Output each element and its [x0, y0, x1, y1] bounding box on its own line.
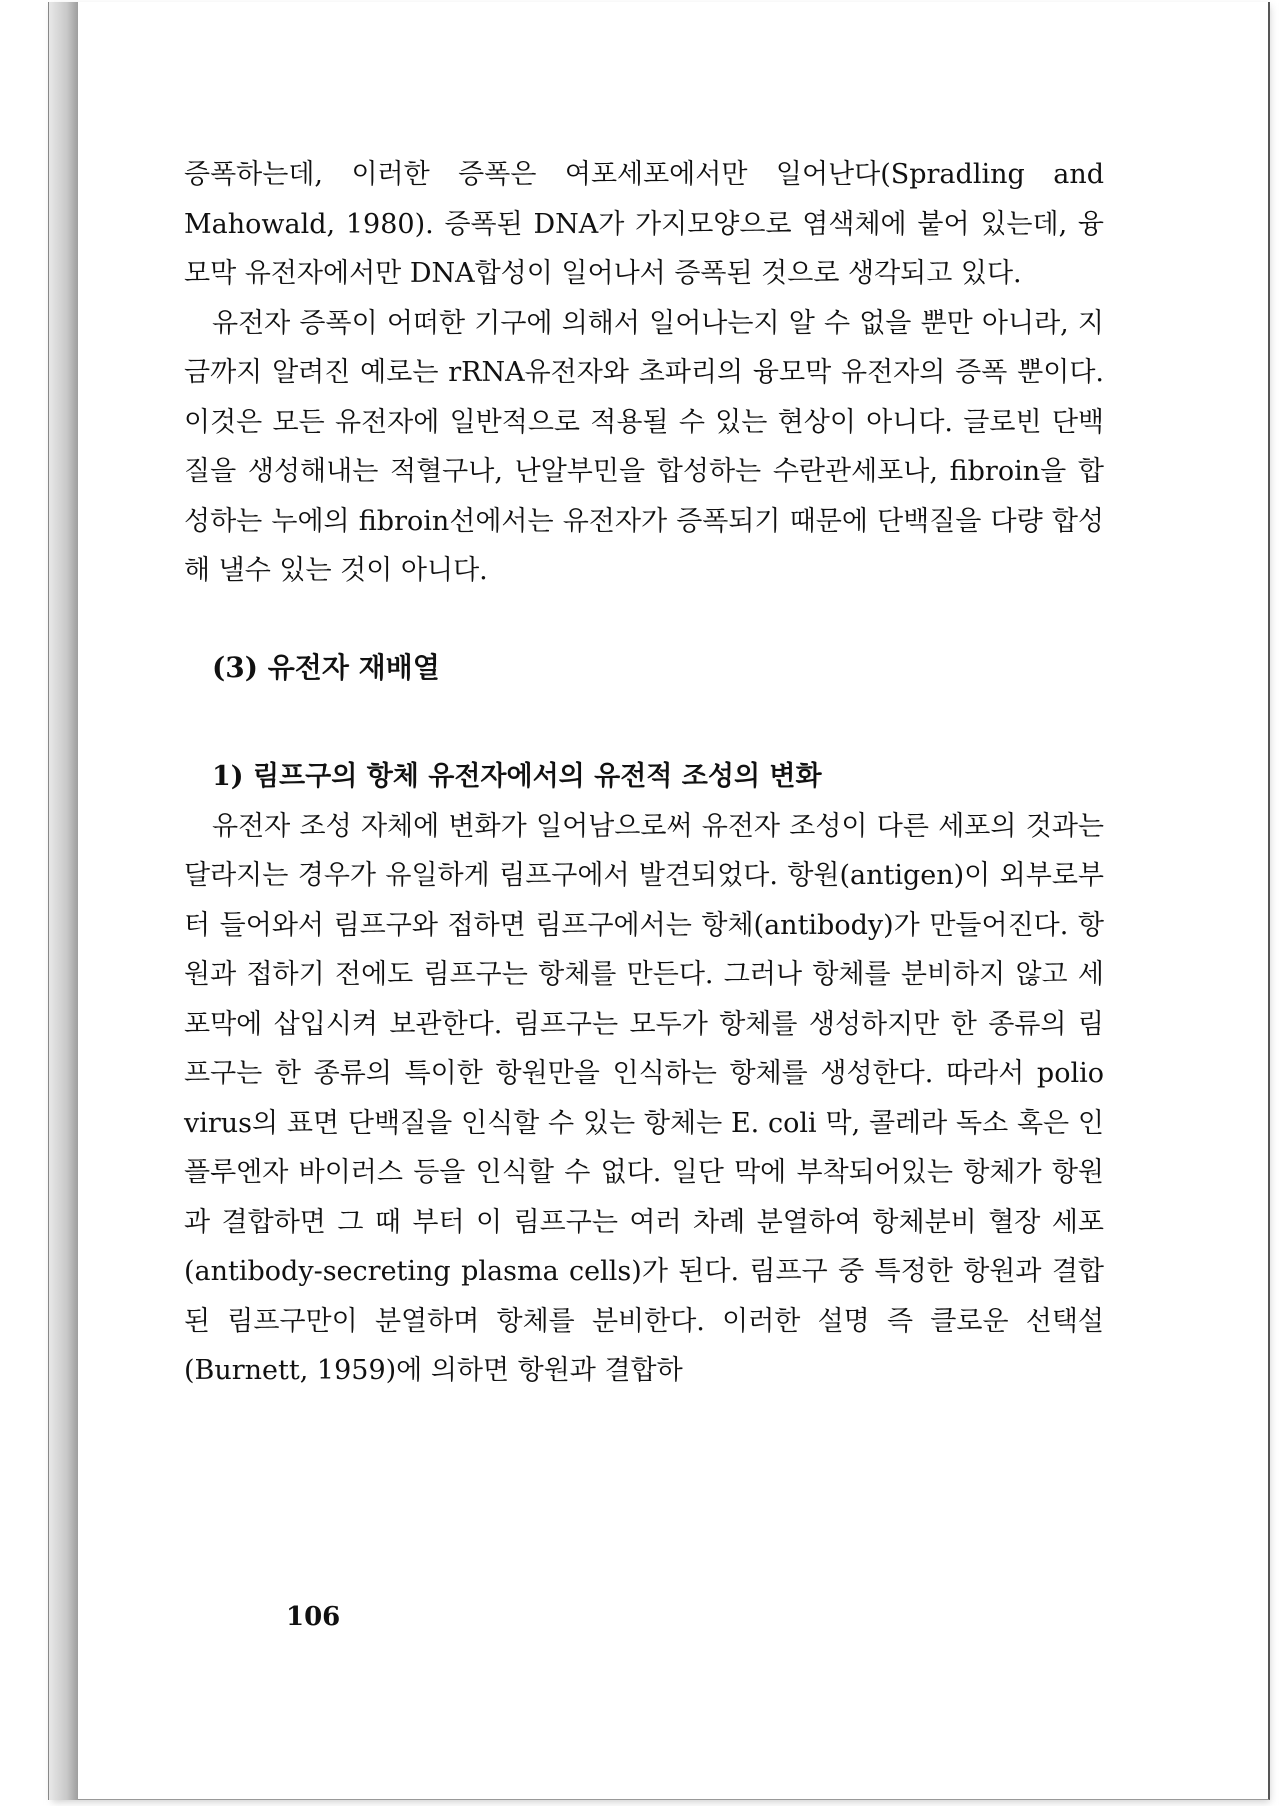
sub-heading: 1) 림프구의 항체 유전자에서의 유전적 조성의 변화 [212, 760, 822, 792]
book-spine-edge [48, 2, 79, 1800]
page-text-column [184, 150, 1104, 1396]
section-heading: (3) 유전자 재배열 [212, 650, 440, 684]
paragraph-gene-amplification-end: 증폭하는데, 이러한 증폭은 여포세포에서만 일어난다(Spradling and Mahowald, 1980). 증폭된 DNA가 가지모양으로 염색체에 붙어 있는데, 융모막 유전자에서만 DNA합성이 일어나서 증폭된 것으로 생각되고 있다. [184, 159, 1104, 289]
paragraph-gene-amplification-mechanism: 유전자 증폭이 어떠한 기구에 의해서 일어나는지 알 수 없을 뿐만 아니라, 지금까지 알려진 예로는 rRNA유전자와 초파리의 융모막 유전자의 증폭 뿐이다. 이것은 모든 유전자에 일반적으로 적용될 수 있는 현상이 아니다. 글로빈 단백질을 생성해내는 적혈구나, 난알부민을 합성하는 수란관세포나, fibroin을 합성하는 누에의 fibroin선에서는 유전자가 증폭되기 때문에 단백질을 다량 합성해 낼수 있는 것이 아니다. [184, 307, 1104, 586]
page-number: 106 [286, 1602, 341, 1632]
paragraph-lymphocyte-antibody: 유전자 조성 자체에 변화가 일어남으로써 유전자 조성이 다른 세포의 것과는 달라지는 경우가 유일하게 림프구에서 발견되었다. 항원(antigen)이 외부로부터 들어와서 림프구와 접하면 림프구에서는 항체(antibody)가 만들어진다. 항원과 접하기 전에도 림프구는 항체를 만든다. 그러나 항체를 분비하지 않고 세포막에 삽입시켜 보관한다. 림프구는 모두가 항체를 생성하지만 한 종류의 림프구는 한 종류의 특이한 항원만을 인식하는 항체를 생성한다. 따라서 polio virus의 표면 단백질을 인식할 수 있는 항체는 E. coli 막, 콜레라 독소 혹은 인플루엔자 바이러스 등을 인식할 수 없다. 일단 막에 부착되어있는 항체가 항원과 결합하면 그 때 부터 이 림프구는 여러 차례 분열하여 항체분비 혈장 세포(antibody-secreting plasma cells)가 된다. 림프구 중 특정한 항원과 결합된 림프구만이 분열하며 항체를 분비한다. 이러한 설명 즉 클로운 선택설(Burnett, 1959)에 의하면 항원과 결합하 [184, 810, 1104, 1386]
